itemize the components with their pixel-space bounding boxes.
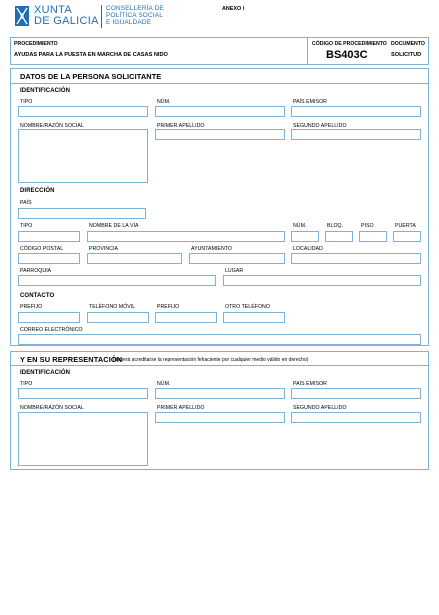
codigo-postal-field[interactable] <box>18 253 80 264</box>
dept-line-3: E IGUALDADE <box>106 19 152 26</box>
nombre-label: NOMBRE/RAZÓN SOCIAL <box>20 123 84 129</box>
code-label: CÓDIGO DE PROCEDIMIENTO <box>312 41 387 47</box>
parroquia-field[interactable] <box>18 275 216 286</box>
codigo-postal-label: CÓDIGO POSTAL <box>20 246 64 252</box>
rep-nombre-label: NOMBRE/RAZÓN SOCIAL <box>20 405 84 411</box>
lugar-field[interactable] <box>223 275 421 286</box>
ayuntamiento-label: AYUNTAMIENTO <box>191 246 232 252</box>
representative-title-rule <box>10 365 429 366</box>
piso-field[interactable] <box>359 231 387 242</box>
correo-field[interactable] <box>18 334 421 345</box>
xunta-logo-icon <box>15 6 29 26</box>
rep-segundo-apellido-field[interactable] <box>291 412 421 423</box>
brand-line-1: XUNTA <box>34 4 72 16</box>
procedure-value: AYUDAS PARA LA PUESTA EN MARCHA DE CASAS NIDO <box>14 52 168 58</box>
tipo-label: TIPO <box>20 99 33 105</box>
rep-segundo-apellido-label: SEGUNDO APELLIDO <box>293 405 347 411</box>
parroquia-label: PARROQUIA <box>20 268 52 274</box>
direccion-heading: DIRECCIÓN <box>20 188 55 194</box>
pais-emisor-label: PAÍS EMISOR <box>293 99 327 105</box>
piso-label: PISO <box>361 223 374 229</box>
rep-primer-apellido-label: PRIMER APELLIDO <box>157 405 205 411</box>
correo-label: CORREO ELECTRÓNICO <box>20 327 83 333</box>
header-divider <box>101 5 102 28</box>
primer-apellido-label: PRIMER APELLIDO <box>157 123 205 129</box>
prefijo2-label: PREFIJO <box>157 304 180 310</box>
primer-apellido-field[interactable] <box>155 129 285 140</box>
rep-pais-emisor-label: PAÍS EMISOR <box>293 381 327 387</box>
pais-emisor-field[interactable] <box>291 106 421 117</box>
segundo-apellido-label: SEGUNDO APELLIDO <box>293 123 347 129</box>
localidad-label: LOCALIDAD <box>293 246 323 252</box>
num-label: NÚM. <box>157 99 171 105</box>
applicant-title-rule <box>10 83 429 84</box>
representative-title: Y EN SU REPRESENTACIÓN <box>20 355 123 364</box>
rep-pais-emisor-field[interactable] <box>291 388 421 399</box>
dept-line-2: POLÍTICA SOCIAL <box>106 12 163 19</box>
procedure-label: PROCEDIMIENTO <box>14 41 58 47</box>
num-via-field[interactable] <box>291 231 319 242</box>
code-value: BS403C <box>326 49 368 61</box>
lugar-label: LUGAR <box>225 268 244 274</box>
procedure-divider <box>307 37 308 65</box>
brand-line-2: DE GALICIA <box>34 15 99 27</box>
telefono-movil-label: TELÉFONO MÓVIL <box>89 304 136 310</box>
rep-nombre-field[interactable] <box>18 412 148 466</box>
tipo-via-field[interactable] <box>18 231 80 242</box>
contacto-heading: CONTACTO <box>20 293 55 299</box>
otro-telefono-field[interactable] <box>223 312 285 323</box>
document-label: DOCUMENTO <box>391 41 425 47</box>
prefijo-label: PREFIJO <box>20 304 43 310</box>
prefijo-field[interactable] <box>18 312 80 323</box>
rep-primer-apellido-field[interactable] <box>155 412 285 423</box>
num-via-label: NÚM. <box>293 223 307 229</box>
otro-telefono-label: OTRO TELÉFONO <box>225 304 270 310</box>
ayuntamiento-field[interactable] <box>189 253 285 264</box>
document-value: SOLICITUD <box>391 52 422 58</box>
puerta-field[interactable] <box>393 231 421 242</box>
rep-tipo-label: TIPO <box>20 381 33 387</box>
puerta-label: PUERTA <box>395 223 416 229</box>
num-field[interactable] <box>155 106 285 117</box>
segundo-apellido-field[interactable] <box>291 129 421 140</box>
provincia-label: PROVINCIA <box>89 246 118 252</box>
dept-line-1: CONSELLERÍA DE <box>106 5 164 12</box>
representative-note: (deberá acreditarse la representación fehaciente por cualquier medio válido en derecho) <box>113 357 309 363</box>
rep-tipo-field[interactable] <box>18 388 148 399</box>
telefono-movil-field[interactable] <box>87 312 149 323</box>
tipo-field[interactable] <box>18 106 148 117</box>
tipo-via-label: TIPO <box>20 223 33 229</box>
rep-num-label: NÚM. <box>157 381 171 387</box>
nombre-via-label: NOMBRE DE LA VÍA <box>89 223 139 229</box>
nombre-via-field[interactable] <box>87 231 285 242</box>
localidad-field[interactable] <box>291 253 421 264</box>
bloq-label: BLOQ. <box>327 223 344 229</box>
bloq-field[interactable] <box>325 231 353 242</box>
pais-label: PAÍS <box>20 200 32 206</box>
rep-num-field[interactable] <box>155 388 285 399</box>
prefijo2-field[interactable] <box>155 312 217 323</box>
nombre-field[interactable] <box>18 129 148 183</box>
annex-label: ANEXO I <box>222 6 245 12</box>
provincia-field[interactable] <box>87 253 182 264</box>
pais-field[interactable] <box>18 208 146 219</box>
rep-identification-heading: IDENTIFICACIÓN <box>20 370 71 376</box>
applicant-title: DATOS DE LA PERSONA SOLICITANTE <box>20 72 162 81</box>
identification-heading: IDENTIFICACIÓN <box>20 88 71 94</box>
